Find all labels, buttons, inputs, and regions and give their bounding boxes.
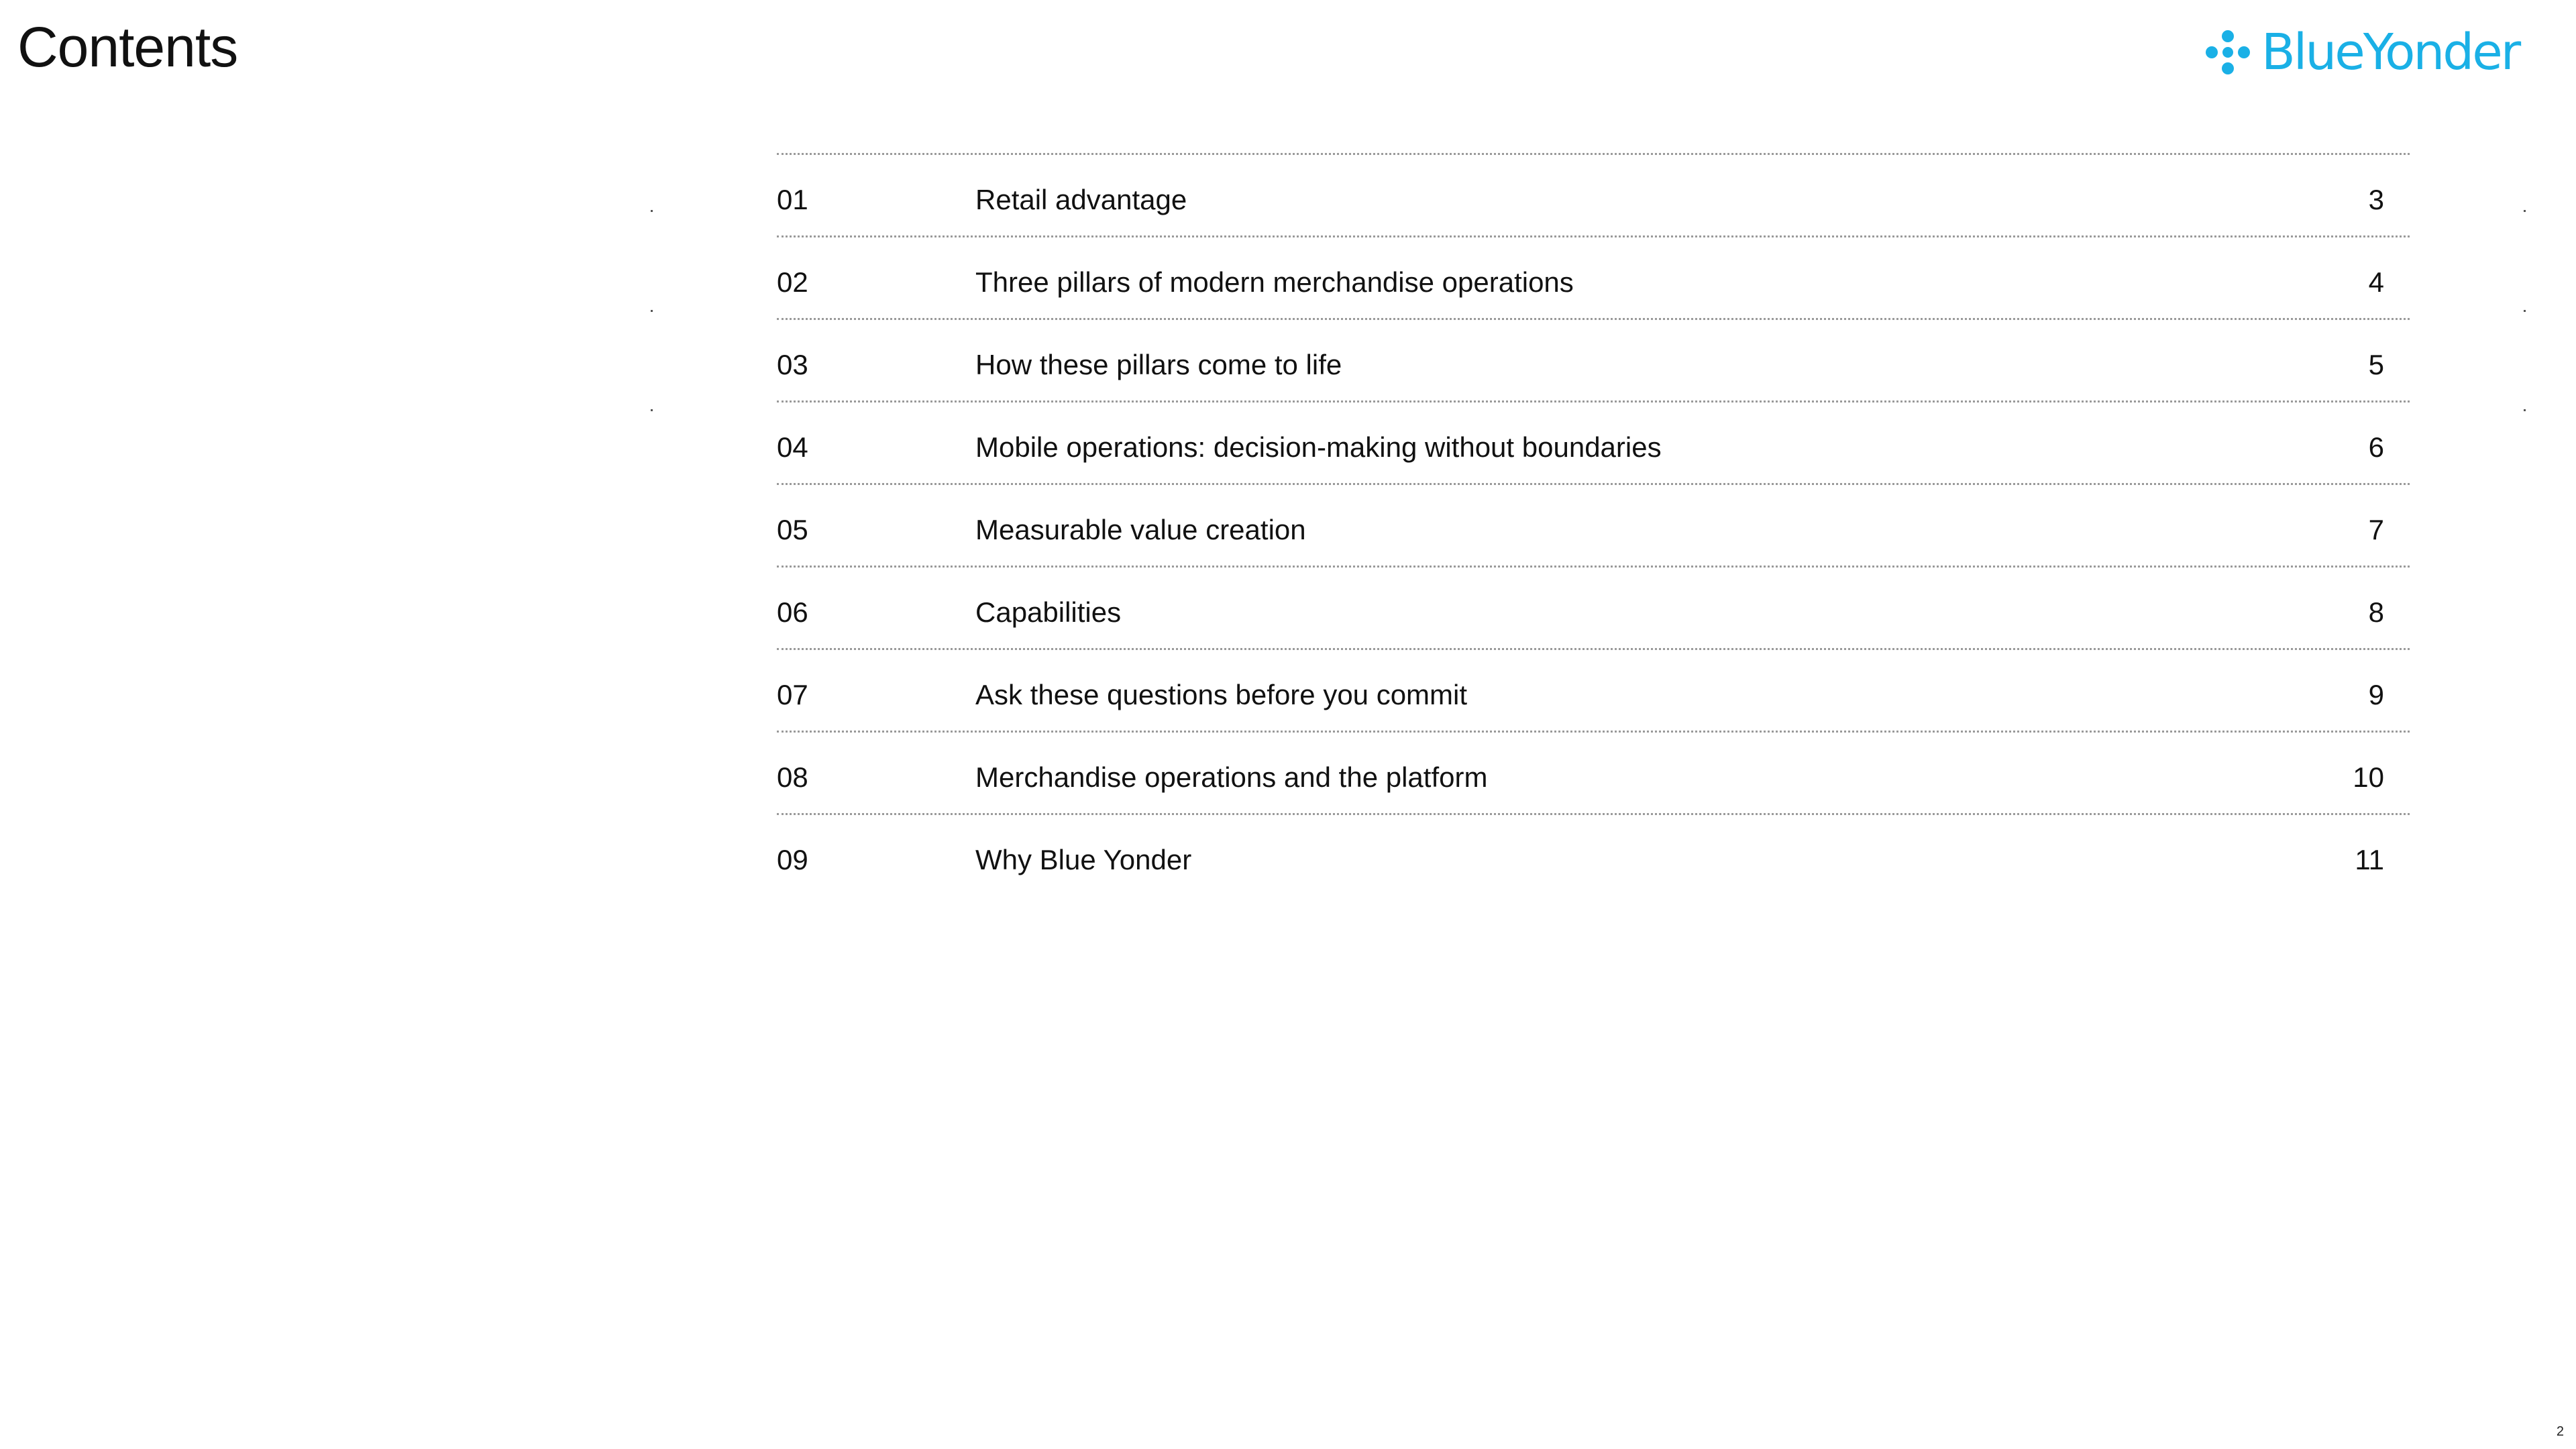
- toc-number: 06: [777, 596, 808, 628]
- toc-page-number: 5: [2368, 349, 2384, 380]
- toc-title: Retail advantage: [975, 184, 1187, 215]
- toc-page-number: 6: [2368, 431, 2384, 463]
- decorative-dot: [651, 210, 653, 212]
- toc-row-08[interactable]: [777, 733, 2410, 815]
- toc-title: Why Blue Yonder: [975, 844, 1192, 875]
- toc-number: 09: [777, 844, 808, 875]
- decorative-dot: [2524, 409, 2526, 411]
- blue-yonder-flower-icon: [2204, 28, 2252, 76]
- page-title: Contents: [17, 15, 238, 78]
- toc-title: How these pillars come to life: [975, 349, 1342, 380]
- toc-title: Mobile operations: decision-making without boundaries: [975, 431, 1662, 463]
- decorative-dot: [651, 409, 653, 411]
- toc-row-06[interactable]: [777, 568, 2410, 650]
- toc-row-05[interactable]: [777, 485, 2410, 568]
- toc-page-number: 4: [2368, 266, 2384, 298]
- toc-title: Ask these questions before you commit: [975, 679, 1468, 710]
- toc-page-number: 8: [2368, 596, 2384, 628]
- toc-page-number: 3: [2368, 184, 2384, 215]
- toc-page-number: 7: [2368, 514, 2384, 545]
- table-of-contents: [777, 153, 2410, 896]
- toc-row-02[interactable]: [777, 237, 2410, 320]
- toc-page-number: 10: [2353, 761, 2384, 793]
- toc-title: Measurable value creation: [975, 514, 1306, 545]
- toc-number: 01: [777, 184, 808, 215]
- decorative-dot: [2524, 310, 2526, 312]
- toc-page-number: 9: [2368, 679, 2384, 710]
- page-number: 2: [2556, 1424, 2564, 1439]
- toc-row-09[interactable]: [777, 815, 2410, 896]
- decorative-dot: [2524, 210, 2526, 212]
- toc-title: Capabilities: [975, 596, 1122, 628]
- toc-number: 08: [777, 761, 808, 793]
- toc-row-03[interactable]: [777, 320, 2410, 402]
- toc-page-number: 11: [2355, 844, 2384, 875]
- toc-number: 05: [777, 514, 808, 545]
- brand-logo-text: BlueYonder: [2261, 23, 2520, 81]
- toc-row-07[interactable]: [777, 650, 2410, 733]
- toc-number: 04: [777, 431, 808, 463]
- decorative-dot: [651, 310, 653, 312]
- toc-title: Three pillars of modern merchandise operations: [975, 266, 1574, 298]
- toc-number: 07: [777, 679, 808, 710]
- toc-row-04[interactable]: [777, 402, 2410, 485]
- toc-number: 03: [777, 349, 808, 380]
- toc-title: Merchandise operations and the platform: [975, 761, 1488, 793]
- brand-logo: [2204, 19, 2519, 86]
- toc-row-01[interactable]: [777, 155, 2410, 237]
- toc-number: 02: [777, 266, 808, 298]
